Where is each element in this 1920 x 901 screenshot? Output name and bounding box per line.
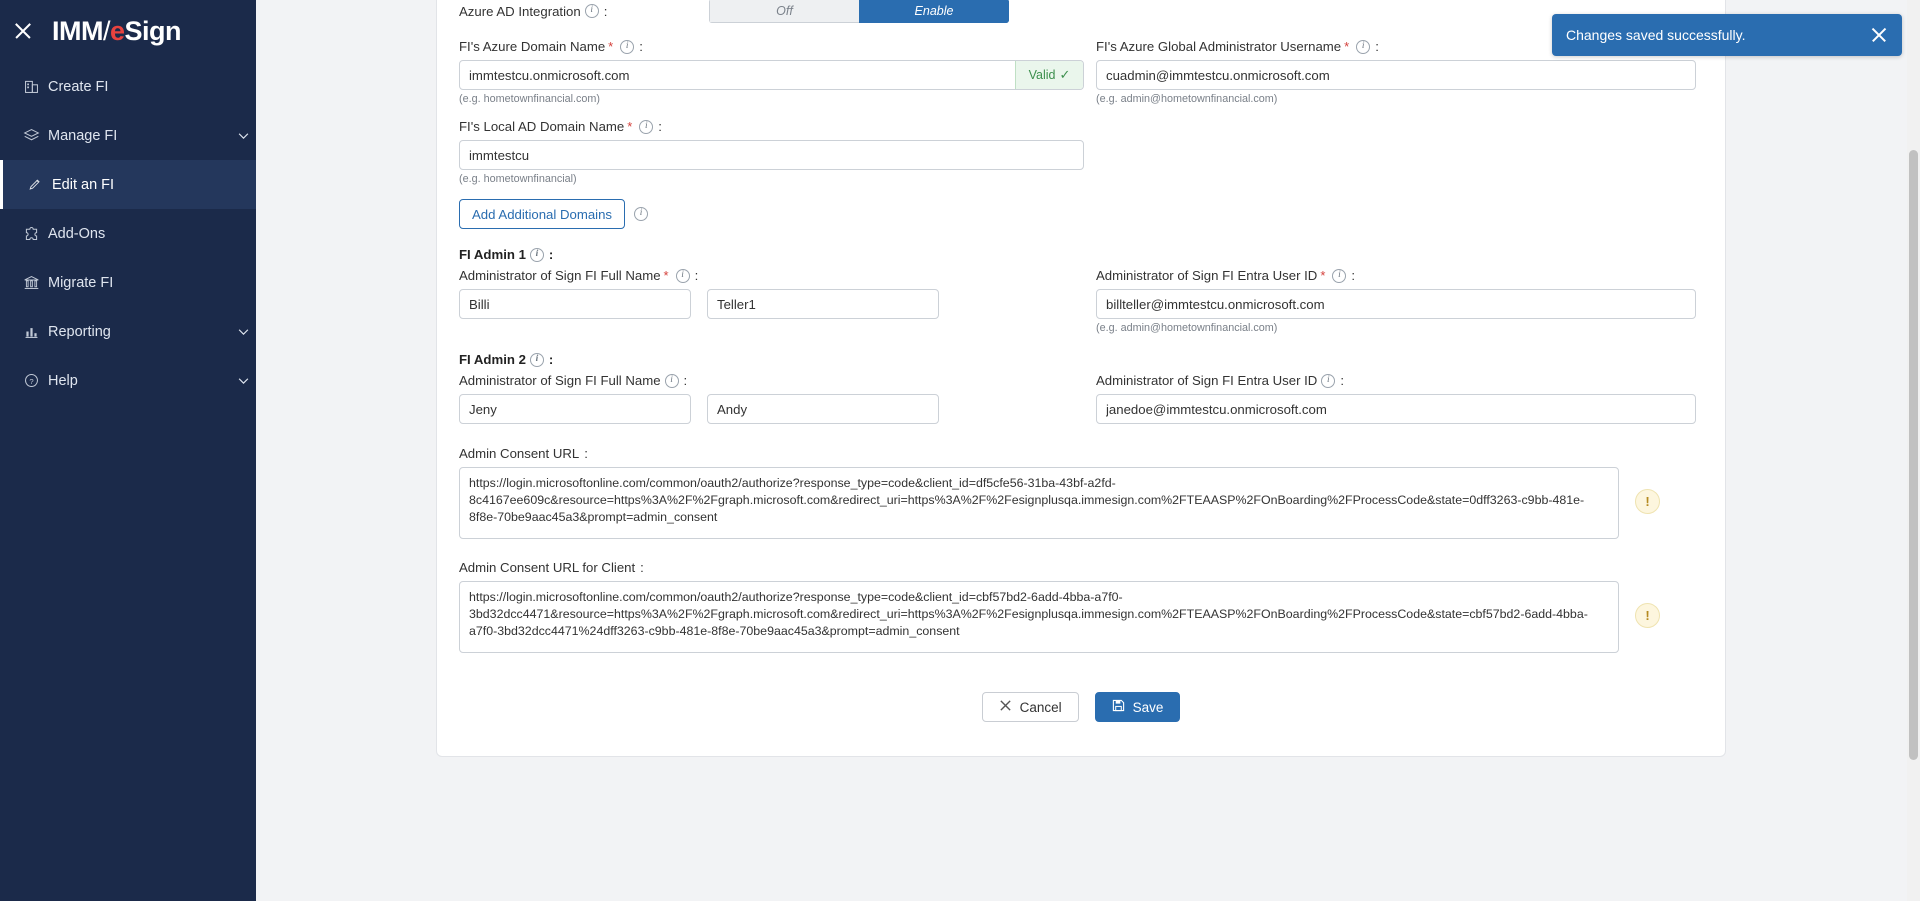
warning-icon[interactable]: ! bbox=[1635, 603, 1660, 628]
close-icon[interactable] bbox=[1870, 26, 1888, 44]
puzzle-icon bbox=[14, 225, 48, 242]
info-icon[interactable]: i bbox=[1356, 40, 1370, 54]
sidebar-item-manage-fi[interactable] bbox=[0, 111, 256, 160]
required-marker: * bbox=[608, 39, 614, 54]
close-icon[interactable] bbox=[12, 20, 34, 42]
fi-admin-2-name-field bbox=[459, 373, 1084, 424]
fi-admin-2-full-name-label: Administrator of Sign FI Full Name bbox=[459, 373, 661, 388]
fi-admin-1-first-name-input[interactable] bbox=[459, 289, 691, 319]
sidebar-item-label: Edit an FI bbox=[52, 176, 115, 193]
form-actions bbox=[459, 692, 1703, 722]
label-colon: : bbox=[584, 446, 588, 461]
domain-valid-badge bbox=[1015, 61, 1083, 89]
pencil-icon bbox=[18, 177, 52, 193]
sidebar-item-help[interactable] bbox=[0, 356, 256, 405]
sidebar-item-add-ons[interactable] bbox=[0, 209, 256, 258]
admin-consent-url-section bbox=[459, 446, 1703, 544]
sidebar-item-label: Reporting bbox=[48, 323, 111, 340]
admin-consent-url-client-textarea[interactable] bbox=[459, 581, 1619, 653]
sidebar-item-label: Migrate FI bbox=[48, 274, 114, 291]
help-icon bbox=[14, 372, 48, 389]
label-colon: : bbox=[640, 560, 644, 575]
local-ad-domain-field bbox=[459, 119, 1084, 185]
toggle-off-option[interactable]: Off bbox=[709, 0, 859, 23]
azure-domain-field bbox=[459, 39, 1084, 105]
admin-consent-url-label-wrap bbox=[459, 446, 1703, 461]
admin-consent-url-client-section bbox=[459, 560, 1703, 658]
azure-domain-label: FI's Azure Domain Name bbox=[459, 39, 606, 54]
fi-admin-2-entra-label: Administrator of Sign FI Entra User ID bbox=[1096, 373, 1318, 388]
info-icon[interactable]: i bbox=[1321, 374, 1335, 388]
fi-admin-2-last-name-input[interactable] bbox=[707, 394, 939, 424]
fi-admin-2-title: FI Admin 2 bbox=[459, 352, 526, 367]
sidebar-item-reporting[interactable] bbox=[0, 307, 256, 356]
info-icon[interactable]: i bbox=[676, 269, 690, 283]
info-icon[interactable]: i bbox=[1332, 269, 1346, 283]
valid-label: Valid bbox=[1028, 68, 1056, 82]
chevron-down-icon[interactable] bbox=[230, 132, 256, 139]
label-colon: : bbox=[658, 119, 662, 134]
azure-domain-hint: (e.g. hometownfinancial.com) bbox=[459, 93, 601, 105]
fi-admin-1-last-name-input[interactable] bbox=[707, 289, 939, 319]
cancel-button-label: Cancel bbox=[1019, 699, 1062, 715]
fi-admin-1-title-wrap bbox=[459, 247, 1703, 262]
local-ad-domain-hint: (e.g. hometownfinancial) bbox=[459, 173, 577, 185]
azure-domain-label-wrap bbox=[459, 39, 1084, 54]
toggle-enable-option[interactable]: Enable bbox=[859, 0, 1009, 23]
save-icon bbox=[1112, 699, 1125, 715]
edit-fi-form-card bbox=[436, 0, 1726, 757]
admin-consent-url-label: Admin Consent URL bbox=[459, 446, 580, 461]
fi-admin-1-title: FI Admin 1 bbox=[459, 247, 526, 262]
toast-notification bbox=[1552, 14, 1902, 56]
fi-admin-1-entra-hint: (e.g. admin@hometownfinancial.com) bbox=[1096, 322, 1278, 334]
chart-icon bbox=[14, 323, 48, 340]
local-ad-domain-input[interactable] bbox=[459, 140, 1084, 170]
sidebar-item-label: Help bbox=[48, 372, 78, 389]
logo-e: e bbox=[110, 15, 125, 46]
logo-slash: / bbox=[102, 15, 110, 46]
azure-admin-username-label: FI's Azure Global Administrator Username bbox=[1096, 39, 1342, 54]
label-colon: : bbox=[639, 39, 643, 54]
sidebar-item-label: Create FI bbox=[48, 78, 109, 95]
info-icon[interactable]: i bbox=[639, 120, 653, 134]
fi-admin-1-name-label-wrap bbox=[459, 268, 1084, 283]
fi-admin-2-first-name-input[interactable] bbox=[459, 394, 691, 424]
info-icon[interactable]: i bbox=[530, 248, 544, 262]
fi-admin-2-entra-field bbox=[1096, 373, 1696, 424]
chevron-down-icon[interactable] bbox=[230, 377, 256, 384]
azure-admin-username-input[interactable] bbox=[1096, 60, 1696, 90]
sidebar bbox=[0, 0, 256, 901]
layers-icon bbox=[14, 127, 48, 144]
scrollbar-thumb[interactable] bbox=[1909, 150, 1918, 760]
fi-admin-2-entra-input[interactable] bbox=[1096, 394, 1696, 424]
info-icon[interactable]: i bbox=[585, 4, 599, 18]
required-marker: * bbox=[1320, 268, 1326, 283]
local-ad-label-wrap bbox=[459, 119, 1084, 134]
sidebar-item-migrate-fi[interactable] bbox=[0, 258, 256, 307]
required-marker: * bbox=[627, 119, 633, 134]
admin-consent-url-client-label-wrap bbox=[459, 560, 1703, 575]
local-ad-domain-label: FI's Local AD Domain Name bbox=[459, 119, 625, 134]
label-colon: : bbox=[694, 268, 699, 283]
svg-text:?: ? bbox=[28, 376, 34, 386]
sidebar-item-create-fi[interactable] bbox=[0, 62, 256, 111]
app-logo bbox=[52, 16, 181, 47]
label-colon: : bbox=[1340, 373, 1345, 388]
logo-sign: Sign bbox=[124, 15, 182, 46]
vertical-scrollbar[interactable] bbox=[1907, 0, 1920, 901]
label-colon: : bbox=[1375, 39, 1379, 54]
sidebar-header bbox=[0, 0, 256, 62]
label-colon: : bbox=[548, 247, 554, 262]
cancel-button[interactable] bbox=[982, 692, 1079, 722]
required-marker: * bbox=[663, 268, 669, 283]
main-content bbox=[256, 0, 1920, 901]
azure-admin-username-hint: (e.g. admin@hometownfinancial.com) bbox=[1096, 93, 1278, 105]
info-icon[interactable]: i bbox=[634, 207, 648, 221]
label-colon: : bbox=[603, 3, 608, 19]
domain-admin-row bbox=[459, 39, 1703, 105]
sidebar-item-label: Add-Ons bbox=[48, 225, 106, 242]
azure-integration-label: Azure AD Integration bbox=[459, 3, 581, 19]
fi-admin-1-full-name-label: Administrator of Sign FI Full Name bbox=[459, 268, 661, 283]
fi-admin-1-entra-field bbox=[1096, 268, 1696, 334]
fi-admin-2-row bbox=[459, 373, 1703, 424]
info-icon[interactable]: i bbox=[530, 353, 544, 367]
label-colon: : bbox=[548, 352, 554, 367]
fi-admin-2-name-label-wrap bbox=[459, 373, 1084, 388]
label-colon: : bbox=[1351, 268, 1356, 283]
fi-admin-1-entra-input[interactable] bbox=[1096, 289, 1696, 319]
chevron-down-icon[interactable] bbox=[230, 328, 256, 335]
sidebar-item-label: Manage FI bbox=[48, 127, 118, 144]
add-additional-domains-button[interactable]: Add Additional Domains bbox=[459, 199, 625, 229]
azure-integration-row bbox=[459, 0, 1703, 23]
fi-admin-1-entra-label-wrap bbox=[1096, 268, 1696, 283]
fi-admin-2-entra-label-wrap bbox=[1096, 373, 1696, 388]
add-domains-row bbox=[459, 199, 1703, 229]
warning-icon[interactable]: ! bbox=[1635, 489, 1660, 514]
azure-integration-label-wrap bbox=[459, 4, 709, 19]
admin-consent-url-textarea[interactable] bbox=[459, 467, 1619, 539]
label-colon: : bbox=[683, 373, 688, 388]
save-button[interactable] bbox=[1095, 692, 1181, 722]
fi-admin-1-row bbox=[459, 268, 1703, 334]
check-icon: ✓ bbox=[1059, 67, 1071, 82]
building-icon bbox=[14, 78, 48, 95]
save-button-label: Save bbox=[1132, 699, 1164, 715]
info-icon[interactable]: i bbox=[665, 374, 679, 388]
sidebar-item-edit-an-fi[interactable] bbox=[0, 160, 256, 209]
fi-admin-2-title-wrap bbox=[459, 352, 1703, 367]
close-icon bbox=[999, 699, 1012, 715]
azure-integration-toggle[interactable] bbox=[709, 0, 1009, 23]
azure-domain-input[interactable] bbox=[459, 60, 1084, 90]
info-icon[interactable]: i bbox=[620, 40, 634, 54]
logo-imm: IMM bbox=[52, 15, 103, 46]
toast-message: Changes saved successfully. bbox=[1566, 27, 1746, 43]
local-ad-row bbox=[459, 119, 1703, 185]
admin-consent-url-client-label: Admin Consent URL for Client bbox=[459, 560, 636, 575]
required-marker: * bbox=[1344, 39, 1350, 54]
fi-admin-1-entra-label: Administrator of Sign FI Entra User ID bbox=[1096, 268, 1318, 283]
bank-icon bbox=[14, 274, 48, 291]
fi-admin-1-name-field bbox=[459, 268, 1084, 334]
